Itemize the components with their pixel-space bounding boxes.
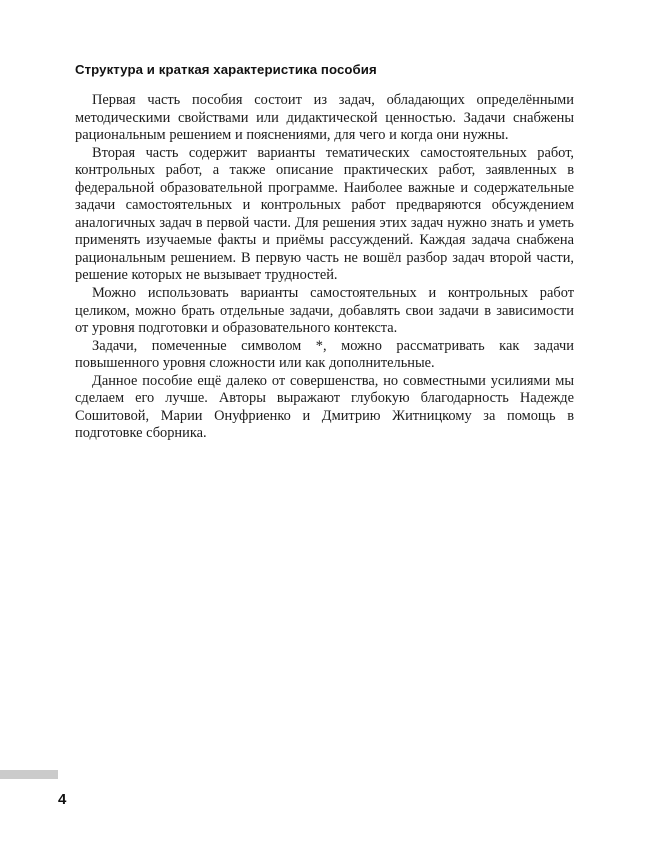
footer-rule	[0, 770, 58, 779]
page-number: 4	[58, 791, 67, 808]
paragraph: Вторая часть содержит варианты тематических самостоятельных работ, контрольных работ, а также описание практических работ, заявленных в федеральной образовательной программе. Наиболее важные и содержательные задачи самостоятельных и контрольных работ предваряются обсуждением аналогичных задач в первой части. Для решения этих задач нужно знать и уметь применять изучаемые факты и приёмы рассуждений. Каждая задача снабжена рациональным решением. В первую часть не вошёл разбор задач второй части, решение которых не вызывает трудностей.	[75, 144, 574, 284]
paragraph: Первая часть пособия состоит из задач, обладающих определёнными методическими свойствами или дидактической ценностью. Задачи снабжены рациональным решением и пояснениями, для чего и когда они нужны.	[75, 92, 574, 144]
paragraph: Данное пособие ещё далеко от совершенства, но совместными усилиями мы сделаем его лучше. Авторы выражают глубокую благодарность Надежде Сошитовой, Марии Онуфриенко и Дмитрию Житницкому за помощь в подготовке сборника.	[75, 372, 574, 442]
section-heading: Структура и краткая характеристика пособия	[75, 62, 377, 77]
paragraph: Задачи, помеченные символом *, можно рассматривать как задачи повышенного уровня сложности или как дополнительные.	[75, 337, 574, 372]
paragraph: Можно использовать варианты самостоятельных и контрольных работ целиком, можно брать отдельные задачи, добавлять свои задачи в зависимости от уровня подготовки и образовательного контекста.	[75, 285, 574, 337]
text-column	[75, 0, 574, 443]
body-text	[75, 92, 574, 443]
